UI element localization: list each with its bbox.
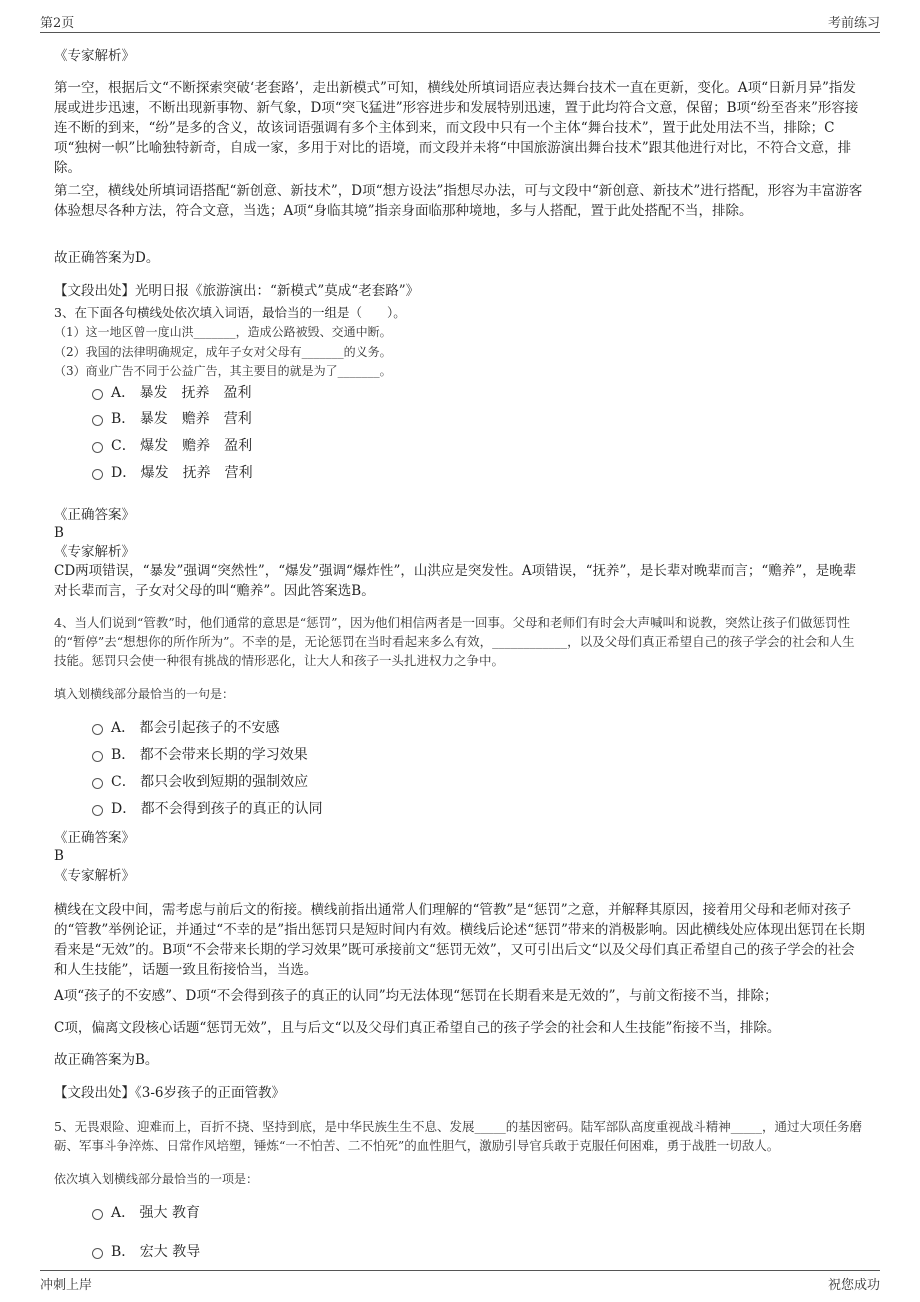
q3-option-b[interactable] xyxy=(92,409,252,429)
radio-icon[interactable] xyxy=(92,1248,103,1259)
q2-analysis-paragraph-2: 第二空，横线处所填词语搭配“新创意、新技术”，D项“想方设法”指想尽办法，可与文段中“新创意、新技术”进行搭配，形容为丰富游客体验想尽各种方法，符合文意，当选；A项“身临其境”指亲身面临那种境地，多与人搭配，置于此处搭配不当，排除。 xyxy=(54,183,863,219)
q3-analysis: CD两项错误，“暴发”强调“突然性”，“爆发”强调“爆炸性”，山洪应是突发性。A项错误，“抚养”，是长辈对晚辈而言；“赡养”，是晚辈对长辈而言，子女对父母的叫“赡养”。因此答案选B。 xyxy=(54,563,857,599)
radio-icon[interactable] xyxy=(92,751,103,762)
q3-option-c[interactable] xyxy=(92,436,252,456)
radio-icon[interactable] xyxy=(92,778,103,789)
footer-right: 祝您成功 xyxy=(827,1278,880,1293)
q3-sentence-2: （2）我国的法律明确规定，成年子女对父母有_______的义务。 xyxy=(54,345,392,359)
q4-option-c[interactable] xyxy=(92,772,308,792)
q5-prompt: 依次填入划横线部分最恰当的一项是： xyxy=(54,1172,259,1186)
q4-option-a[interactable] xyxy=(92,718,280,738)
header-label: 考前练习 xyxy=(827,16,880,31)
q2-analysis-paragraph-1: 第一空，根据后文“不断探索突破‘老套路’，走出新模式”可知，横线处所填词语应表达舞台技术一直在更新，变化。A项“日新月异”指发展或进步迅速，不断出现新事物、新气象，D项“突飞猛进”形容进步和发展特别迅速，置于此均符合文意，保留；B项“纷至沓来”形容接连不断的到来，“纷”是多的含义，故该词语强调有多个主体到来，而文段中只有一个主体“舞台技术”，置于此处用法不当，排除；C项“独树一帜”比喻独特新奇，自成一家，多用于对比的语境，而文段并未将“中国旅游演出舞台技术”跟其他进行对比，不符合文意，排除。 xyxy=(54,80,859,176)
q4-analysis-title: 《专家解析》 xyxy=(54,868,135,884)
option-label: C． 爆发 赡养 盈利 xyxy=(111,438,253,454)
option-label: D． 都不会得到孩子的真正的认同 xyxy=(111,801,323,817)
option-label: C． 都只会收到短期的强制效应 xyxy=(111,774,309,790)
q4-source: 【文段出处】《3-6岁孩子的正面管教》 xyxy=(54,1085,285,1101)
q4-analysis-paragraph-3: C项，偏离文段核心话题“惩罚无效”，且与后文“以及父母们真正希望自己的孩子学会的社会和人生技能”衔接不当，排除。 xyxy=(54,1020,781,1036)
q4-answer: B xyxy=(54,848,64,864)
q4-option-d[interactable] xyxy=(92,799,323,819)
q5-stem: 5、无畏艰险、迎难而上，百折不挠、坚持到底，是中华民族生生不息、发展_____的基因密码。陆军部队高度重视战斗精神_____，通过大项任务磨砺、军事斗争淬炼、日常作风培塑，锤炼“一不怕苦、二不怕死”的血性胆气，激励引导官兵敢于克服任何困难，勇于战胜一切敌人。 xyxy=(54,1119,862,1153)
option-label: D． 爆发 抚养 营利 xyxy=(111,465,253,481)
radio-icon[interactable] xyxy=(92,724,103,735)
radio-icon[interactable] xyxy=(92,469,103,480)
option-label: A． 暴发 抚养 盈利 xyxy=(111,385,252,401)
q4-analysis-paragraph-1: 横线在文段中间，需考虑与前后文的衔接。横线前指出通常人们理解的“管教”是“惩罚”之意，并解释其原因，接着用父母和老师对孩子的“管教”举例论证，并通过“不幸的是”指出惩罚只是短时间内有效。横线后论述“惩罚”带来的消极影响。因此横线处应体现出惩罚在长期看来是“无效”的。B项“不会带来长期的学习效果”既可承接前文“惩罚无效”，又可引出后文“以及父母们真正希望自己的孩子学会的社会和人生技能”，话题一致且衔接恰当，当选。 xyxy=(54,902,865,978)
radio-icon[interactable] xyxy=(92,389,103,400)
option-label: A． 都会引起孩子的不安感 xyxy=(111,720,280,736)
q4-option-b[interactable] xyxy=(92,745,308,765)
page-number: 第2页 xyxy=(40,16,75,31)
q3-analysis-title: 《专家解析》 xyxy=(54,544,135,560)
q4-answer-title: 《正确答案》 xyxy=(54,830,135,846)
radio-icon[interactable] xyxy=(92,1209,103,1220)
radio-icon[interactable] xyxy=(92,415,103,426)
q3-option-a[interactable] xyxy=(92,383,252,403)
page-footer xyxy=(40,1270,880,1295)
q5-option-b[interactable] xyxy=(92,1242,200,1262)
q4-prompt: 填入划横线部分最恰当的一句是： xyxy=(54,687,235,701)
page-header xyxy=(40,10,880,33)
footer-left: 冲刺上岸 xyxy=(40,1278,93,1293)
option-label: B． 暴发 赡养 营利 xyxy=(111,411,252,427)
q5-option-a[interactable] xyxy=(92,1203,200,1223)
q4-conclusion: 故正确答案为B。 xyxy=(54,1052,159,1068)
q4-analysis-paragraph-2: A项“孩子的不安感”、D项“不会得到孩子的真正的认同”均无法体现“惩罚在长期看来是无效的”，与前文衔接不当，排除； xyxy=(54,988,778,1004)
q2-analysis-title: 《专家解析》 xyxy=(54,48,135,64)
option-label: B． 宏大 教导 xyxy=(111,1244,201,1260)
q3-sentence-1: （1）这一地区曾一度山洪_______，造成公路被毁、交通中断。 xyxy=(54,325,392,339)
q2-source: 【文段出处】光明日报《旅游演出：“新模式”莫成“老套路”》 xyxy=(54,283,420,299)
radio-icon[interactable] xyxy=(92,442,103,453)
q2-conclusion: 故正确答案为D。 xyxy=(54,250,160,266)
q3-answer-title: 《正确答案》 xyxy=(54,507,135,523)
q3-stem: 3、在下面各句横线处依次填入词语，最恰当的一组是（ ）。 xyxy=(54,305,406,320)
radio-icon[interactable] xyxy=(92,805,103,816)
q4-stem: 4、当人们说到“管教”时，他们通常的意思是“惩罚”，因为他们相信两者是一回事。父母和老师们有时会大声喊叫和说教，突然让孩子们做惩罚性的“暂停”去“想想你的所作所为”。不幸的是，无论惩罚在当时看起来多么有效，____________，以及父母们真正希望自己的孩子学会的社会和人生技能。惩罚只会使一种很有挑战的情形恶化，让大人和孩子一头扎进权力之争中。 xyxy=(54,615,855,668)
q3-answer: B xyxy=(54,525,64,541)
q3-sentence-3: （3）商业广告不同于公益广告，其主要目的就是为了_______。 xyxy=(54,364,392,378)
q3-option-d[interactable] xyxy=(92,463,253,483)
option-label: B． 都不会带来长期的学习效果 xyxy=(111,747,308,763)
option-label: A． 强大 教育 xyxy=(111,1205,201,1221)
